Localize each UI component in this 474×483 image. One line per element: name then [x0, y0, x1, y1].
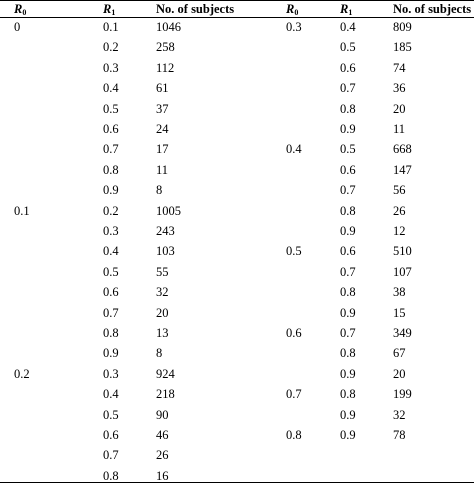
subjects-cell: 32 — [156, 285, 169, 300]
subjects-cell: 16 — [156, 468, 169, 483]
r0-cell: 0.4 — [286, 142, 302, 157]
subjects-cell: 147 — [393, 162, 412, 177]
r1-cell: 0.3 — [103, 224, 119, 238]
subjects-cell: 32 — [393, 407, 406, 422]
subjects-cell: 26 — [393, 203, 406, 218]
header-r0: $R_0$ — [286, 2, 299, 17]
subjects-cell: 13 — [156, 326, 169, 340]
r1-cell: 0.9 — [340, 224, 356, 238]
subjects-cell: 510 — [393, 244, 412, 259]
subjects-cell: 809 — [393, 20, 412, 34]
r1-cell: 0.9 — [340, 366, 356, 381]
subjects-cell: 20 — [156, 305, 169, 320]
subjects-cell: 11 — [156, 162, 169, 177]
header-subjects: No. of subjects — [393, 2, 472, 16]
r0-cell: 0.2 — [14, 366, 30, 381]
r1-cell: 0.8 — [103, 468, 119, 483]
subjects-cell: 1005 — [156, 203, 181, 218]
r1-cell: 0.7 — [103, 305, 119, 320]
r1-cell: 0.9 — [103, 183, 119, 198]
r1-cell: 0.7 — [340, 183, 356, 198]
r1-cell: 0.4 — [103, 244, 119, 259]
r1-cell: 0.3 — [103, 366, 119, 381]
r1-cell: 0.9 — [340, 305, 356, 320]
r1-cell: 0.5 — [340, 40, 356, 55]
subjects-cell: 11 — [393, 122, 406, 136]
r0-cell: 0.6 — [286, 326, 302, 340]
subjects-cell: 55 — [156, 264, 169, 279]
subjects-cell: 17 — [156, 142, 169, 157]
header-r0: $R_0$ — [14, 2, 27, 17]
subjects-cell: 924 — [156, 366, 175, 381]
r1-cell: 0.7 — [340, 326, 356, 340]
r1-cell: 0.4 — [103, 81, 119, 96]
subjects-cell: 112 — [156, 60, 175, 75]
r1-cell: 0.7 — [340, 81, 356, 96]
subjects-cell: 67 — [393, 346, 406, 361]
r1-cell: 0.2 — [103, 203, 119, 218]
subjects-cell: 103 — [156, 244, 175, 259]
subjects-cell: 38 — [393, 285, 406, 300]
r1-cell: 0.2 — [103, 40, 119, 55]
subjects-cell: 36 — [393, 81, 406, 96]
subjects-cell: 56 — [393, 183, 406, 198]
r0-cell: 0.8 — [286, 428, 302, 442]
r1-cell: 0.5 — [340, 142, 356, 157]
r1-cell: 0.6 — [103, 122, 119, 136]
r1-cell: 0.9 — [103, 346, 119, 361]
r0-cell: 0.3 — [286, 20, 302, 34]
r1-cell: 0.6 — [103, 285, 119, 300]
table-header-rule — [0, 17, 474, 18]
header-subjects: No. of subjects — [156, 2, 235, 16]
r1-cell: 0.9 — [340, 428, 356, 442]
r1-cell: 0.3 — [103, 60, 119, 75]
subjects-cell: 37 — [156, 101, 169, 116]
subjects-cell: 199 — [393, 387, 412, 402]
r1-cell: 0.6 — [340, 244, 356, 259]
subjects-cell: 90 — [156, 407, 169, 422]
r1-cell: 0.4 — [340, 20, 356, 34]
subjects-cell: 24 — [156, 122, 169, 136]
r1-cell: 0.8 — [340, 203, 356, 218]
subjects-cell: 15 — [393, 305, 406, 320]
subjects-cell: 46 — [156, 428, 169, 442]
r1-cell: 0.8 — [103, 326, 119, 340]
r1-cell: 0.6 — [103, 428, 119, 442]
r1-cell: 0.7 — [103, 448, 119, 463]
subjects-cell: 20 — [393, 366, 406, 381]
subjects-cell: 218 — [156, 387, 175, 402]
subjects-cell: 107 — [393, 264, 412, 279]
subjects-cell: 185 — [393, 40, 412, 55]
subjects-cell: 8 — [156, 183, 163, 198]
r1-cell: 0.8 — [103, 162, 119, 177]
r0-cell: 0.5 — [286, 244, 302, 259]
r0-cell: 0.1 — [14, 203, 30, 218]
r1-cell: 0.7 — [340, 264, 356, 279]
r1-cell: 0.6 — [340, 60, 356, 75]
table-top-rule — [0, 0, 474, 1]
r0-cell: 0.7 — [286, 387, 302, 402]
r1-cell: 0.9 — [340, 407, 356, 422]
subjects-cell: 1046 — [156, 20, 181, 34]
r0-cell: 0 — [14, 20, 21, 34]
subjects-cell: 258 — [156, 40, 175, 55]
r1-cell: 0.5 — [103, 264, 119, 279]
subjects-cell: 8 — [156, 346, 163, 361]
subjects-cell: 12 — [393, 224, 406, 238]
r1-cell: 0.8 — [340, 285, 356, 300]
r1-cell: 0.8 — [340, 346, 356, 361]
r1-cell: 0.1 — [103, 20, 119, 34]
subjects-cell: 20 — [393, 101, 406, 116]
r1-cell: 0.5 — [103, 101, 119, 116]
r1-cell: 0.9 — [340, 122, 356, 136]
subjects-cell: 74 — [393, 60, 406, 75]
subjects-cell: 61 — [156, 81, 169, 96]
r1-cell: 0.7 — [103, 142, 119, 157]
subjects-cell: 78 — [393, 428, 406, 442]
header-r1: $R_1$ — [340, 2, 353, 17]
subjects-cell: 26 — [156, 448, 169, 463]
header-r1: $R_1$ — [103, 2, 116, 17]
subjects-cell: 668 — [393, 142, 412, 157]
subjects-cell: 349 — [393, 326, 412, 340]
r1-cell: 0.5 — [103, 407, 119, 422]
r1-cell: 0.8 — [340, 387, 356, 402]
subjects-cell: 243 — [156, 224, 175, 238]
r1-cell: 0.8 — [340, 101, 356, 116]
r1-cell: 0.4 — [103, 387, 119, 402]
r1-cell: 0.6 — [340, 162, 356, 177]
